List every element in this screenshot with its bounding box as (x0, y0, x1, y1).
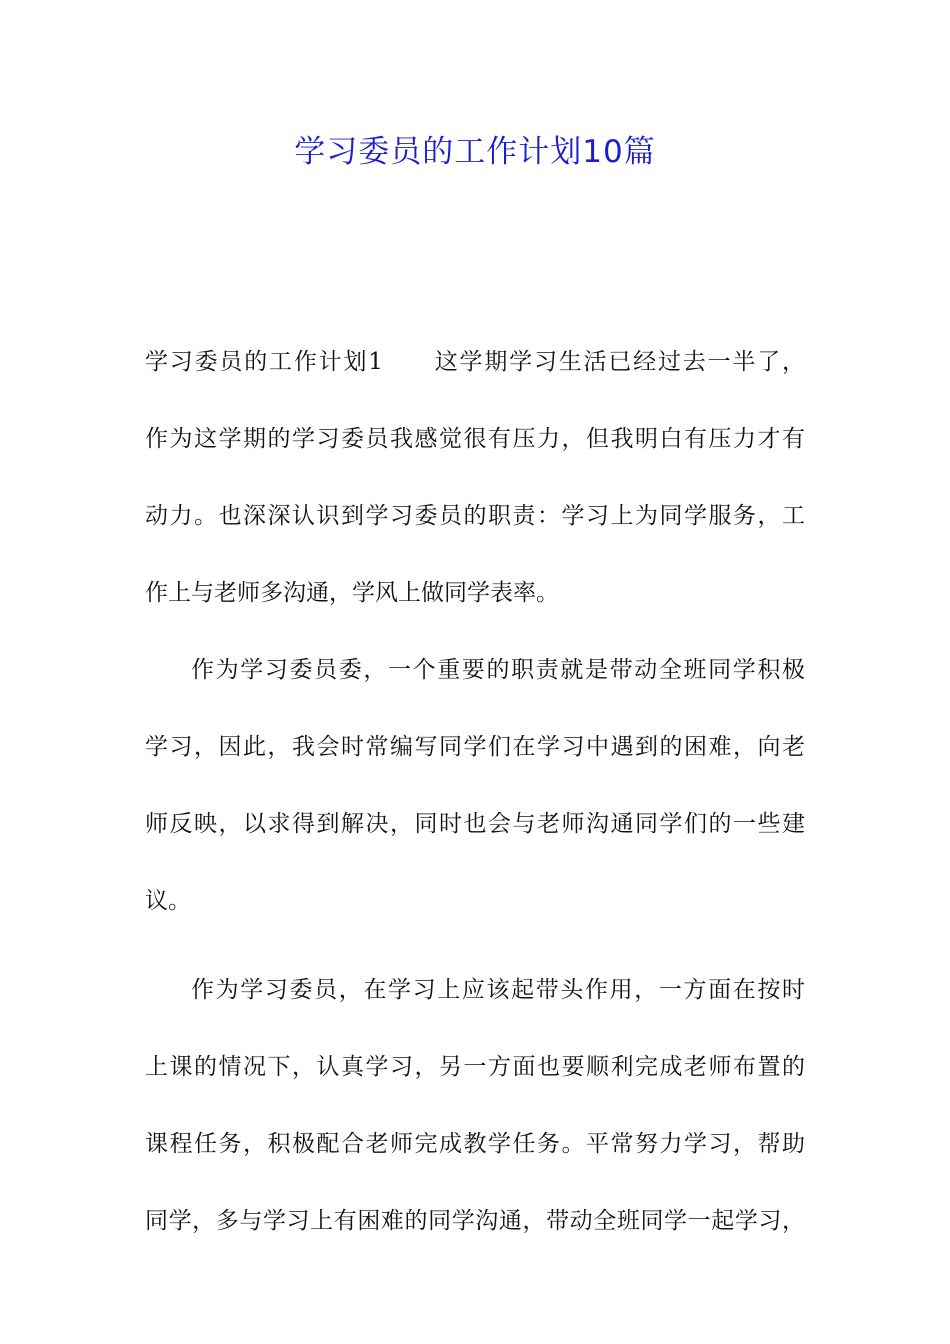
text-line: 作为学习委员，在学习上应该起带头作用，一方面在按时 (191, 977, 805, 1003)
section-heading: 学习委员的工作计划1 (145, 349, 383, 375)
text-run: 这学期学习生活已经过去一半了， (432, 349, 806, 375)
text-line: 课程任务，积极配合老师完成教学任务。平常努力学习，帮助 (145, 1131, 805, 1157)
text-line: 作为学习委员委，一个重要的职责就是带动全班同学积极 (191, 657, 805, 683)
document-body (145, 340, 805, 1276)
text-line: 动力。也深深认识到学习委员的职责：学习上为同学服务，工 (145, 503, 805, 529)
text-line: 学习，因此，我会时常编写同学们在学习中遇到的困难，向老 (145, 734, 805, 760)
text-line: 议。 (145, 888, 191, 914)
text-line: 上课的情况下，认真学习，另一方面也要顺利完成老师布置的 (145, 1054, 805, 1080)
text-line: 同学，多与学习上有困难的同学沟通，带动全班同学一起学习， (145, 1208, 805, 1234)
text-line: 作上与老师多沟通，学风上做同学表率。 (145, 580, 559, 606)
text-line (145, 340, 805, 417)
text-line: 师反映，以求得到解决，同时也会与老师沟通同学们的一些建 (145, 811, 805, 837)
document-title: 学习委员的工作计划10篇 (294, 134, 656, 170)
text-line: 作为这学期的学习委员我感觉很有压力，但我明白有压力才有 (145, 426, 805, 452)
